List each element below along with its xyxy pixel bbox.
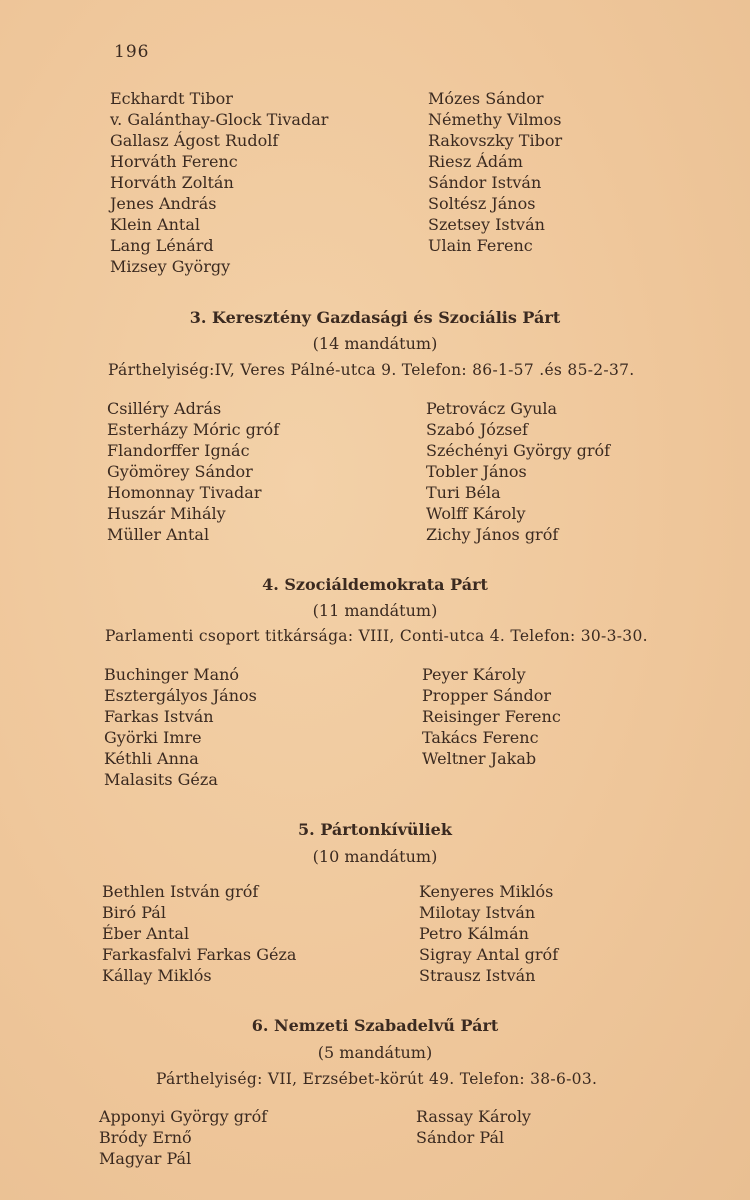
section-5-seats: (10 mandátum) [312, 847, 438, 866]
member-name: Strausz István [419, 966, 536, 985]
s2-right-members [428, 88, 562, 256]
section-4-address: Parlamenti csoport titkársága: VIII, Conti-utca 4. Telefon: 30-3-30. [105, 627, 648, 645]
member-name: Müller Antal [107, 525, 210, 544]
s2-left-members [110, 88, 328, 277]
member-name: Mizsey György [110, 257, 231, 276]
member-name: Györki Imre [104, 728, 202, 747]
member-name: Tobler János [426, 462, 527, 481]
member-name: v. Galánthay-Glock Tivadar [110, 110, 329, 129]
member-name: Biró Pál [102, 903, 166, 922]
member-name: Milotay István [419, 903, 536, 922]
member-name: Wolff Károly [426, 504, 526, 523]
member-name: Klein Antal [110, 215, 200, 234]
member-name: Weltner Jakab [422, 749, 537, 768]
member-name: Sigray Antal gróf [419, 945, 559, 964]
member-name: Jenes András [110, 194, 217, 213]
member-name: Csilléry Adrás [107, 399, 222, 418]
member-name: Ulain Ferenc [428, 236, 533, 255]
section-3-title: 3. Keresztény Gazdasági és Szociális Párt [189, 308, 561, 327]
s5-right-members [419, 881, 558, 986]
member-name: Zichy János gróf [426, 525, 559, 544]
member-name: Kéthli Anna [104, 749, 199, 768]
member-name: Szabó József [426, 420, 528, 439]
s4-right-members [422, 664, 561, 769]
member-name: Turi Béla [426, 483, 501, 502]
member-name: Soltész János [428, 194, 536, 213]
member-name: Kállay Miklós [102, 966, 212, 985]
member-name: Homonnay Tivadar [107, 483, 262, 502]
member-name: Szetsey István [428, 215, 545, 234]
member-name: Riesz Ádám [428, 152, 523, 171]
member-name: Flandorffer Ignác [107, 441, 250, 460]
section-5-title: 5. Pártonkívüliek [298, 820, 452, 839]
member-name: Buchinger Manó [104, 665, 240, 684]
section-3-address: Párthelyiség:IV, Veres Pálné-utca 9. Telefon: 86-1-57 .és 85-2-37. [108, 361, 635, 379]
member-name: Eckhardt Tibor [110, 89, 233, 108]
member-name: Bródy Ernő [99, 1128, 192, 1147]
member-name: Peyer Károly [422, 665, 526, 684]
member-name: Horváth Zoltán [110, 173, 234, 192]
member-name: Farkasfalvi Farkas Géza [102, 945, 297, 964]
section-4-seats: (11 mandátum) [312, 601, 438, 620]
member-name: Mózes Sándor [428, 89, 544, 108]
s6-left-members [99, 1106, 267, 1169]
member-name: Bethlen István gróf [102, 882, 259, 901]
member-name: Éber Antal [102, 924, 190, 943]
member-name: Horváth Ferenc [110, 152, 238, 171]
member-name: Apponyi György gróf [99, 1107, 268, 1126]
section-6-title: 6. Nemzeti Szabadelvű Párt [251, 1016, 499, 1035]
section-6-address: Párthelyiség: VII, Erzsébet-körút 49. Telefon: 38-6-03. [156, 1070, 598, 1088]
member-name: Propper Sándor [422, 686, 552, 705]
s3-left-members [107, 398, 279, 545]
member-name: Rassay Károly [416, 1107, 531, 1126]
member-name: Esterházy Móric gróf [107, 420, 280, 439]
member-name: Petrovácz Gyula [426, 399, 558, 418]
member-name: Rakovszky Tibor [428, 131, 563, 150]
section-3-seats: (14 mandátum) [312, 334, 438, 353]
member-name: Malasits Géza [104, 770, 218, 789]
member-name: Takács Ferenc [422, 728, 539, 747]
member-name: Sándor Pál [416, 1128, 505, 1147]
member-name: Némethy Vilmos [428, 110, 562, 129]
member-name: Petro Kálmán [419, 924, 529, 943]
s4-left-members [104, 664, 257, 790]
member-name: Gallasz Ágost Rudolf [110, 131, 279, 150]
s6-right-members [416, 1106, 531, 1148]
page-number: 196 [114, 42, 150, 62]
member-name: Sándor István [428, 173, 542, 192]
member-name: Farkas István [104, 707, 214, 726]
member-name: Huszár Mihály [107, 504, 226, 523]
member-name: Gyömörey Sándor [107, 462, 253, 481]
member-name: Esztergályos János [104, 686, 257, 705]
member-name: Kenyeres Miklós [419, 882, 554, 901]
member-name: Lang Lénárd [110, 236, 214, 255]
section-6-seats: (5 mandátum) [317, 1043, 433, 1062]
s3-right-members [426, 398, 610, 545]
s5-left-members [102, 881, 296, 986]
member-name: Magyar Pál [99, 1149, 192, 1168]
member-name: Széchényi György gróf [426, 441, 611, 460]
section-4-title: 4. Szociáldemokrata Párt [262, 575, 488, 594]
member-name: Reisinger Ferenc [422, 707, 561, 726]
